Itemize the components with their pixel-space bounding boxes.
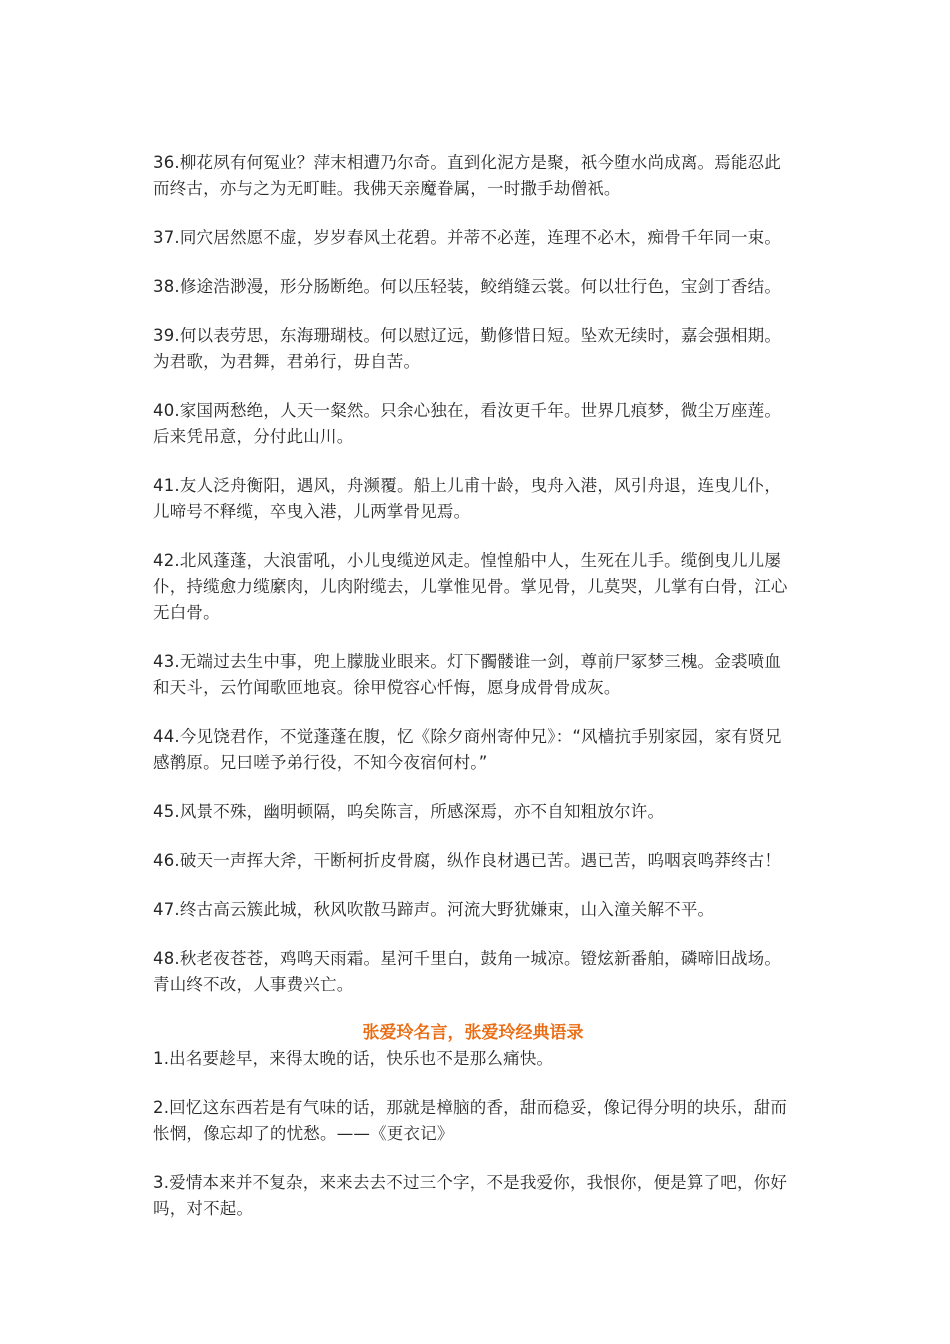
quote-47: 47.终古高云簇此城，秋风吹散马蹄声。河流大野犹嫌束，山入潼关解不平。 [153, 900, 715, 919]
zhang-quote-3: 3.爱情本来并不复杂，来来去去不过三个字，不是我爱你，我恨你，便是算了吧，你好吗，对不起。 [153, 1173, 788, 1218]
quote-48: 48.秋老夜苍苍，鸡鸣天雨霜。星河千里白，鼓角一城凉。镫炫新番舶，磷啼旧战场。青山终不改，人事费兴亡。 [153, 949, 782, 994]
document-body [153, 150, 793, 1245]
quote-42: 42.北风蓬蓬，大浪雷吼，小儿曳缆逆风走。惶惶船中人，生死在儿手。缆倒曳儿儿屡仆，持缆愈力缆縻肉，儿肉附缆去，儿掌惟见骨。掌见骨，儿莫哭，儿掌有白骨，江心无白骨。 [153, 551, 788, 622]
quote-40: 40.家国两愁绝，人天一粲然。只余心独在，看汝更千年。世界几痕梦，微尘万座莲。后来凭吊意，分付此山川。 [153, 401, 782, 446]
quote-36: 36.柳花夙有何冤业？萍末相遭乃尔奇。直到化泥方是聚，祇今堕水尚成离。焉能忍此而终古，亦与之为无町畦。我佛天亲魔眷属，一时撒手劫僧祇。 [153, 153, 782, 198]
quote-38: 38.修途浩渺漫，形分肠断绝。何以压轻装，鲛绡缝云裳。何以壮行色，宝剑丁香结。 [153, 277, 782, 296]
zhang-quote-1: 1.出名要趁早，来得太晚的话，快乐也不是那么痛快。 [153, 1049, 554, 1068]
quote-43: 43.无端过去生中事，兜上朦胧业眼来。灯下髑髅谁一剑，尊前尸冢梦三槐。金裘喷血和天斗，云竹闻歌匝地哀。徐甲傥容心忏悔，愿身成骨骨成灰。 [153, 652, 782, 697]
quote-46: 46.破天一声挥大斧，干断柯折皮骨腐，纵作良材遇已苦。遇已苦，呜咽哀鸣莽终古！ [153, 851, 782, 870]
section-title: 张爱玲名言，张爱玲经典语录 [362, 1023, 584, 1043]
quote-39: 39.何以表劳思，东海珊瑚枝。何以慰辽远，勤修惜日短。坠欢无续时，嘉会强相期。为君歌，为君舞，君弟行，毋自苦。 [153, 326, 782, 371]
quote-44: 44.今见饶君作，不觉蓬蓬在腹，忆《除夕商州寄仲兄》：“风樯抗手别家园，家有贤兄感鹡原。兄曰嗟予弟行役，不知今夜宿何村。” [153, 727, 782, 772]
quote-37: 37.同穴居然愿不虚，岁岁春风土花碧。并蒂不必莲，连理不必木，痴骨千年同一束。 [153, 228, 782, 247]
zhang-quote-2: 2.回忆这东西若是有气味的话，那就是樟脑的香，甜而稳妥，像记得分明的块乐，甜而怅惘，像忘却了的忧愁。——《更衣记》 [153, 1098, 788, 1143]
quote-45: 45.风景不殊，幽明顿隔，呜矣陈言，所感深焉，亦不自知粗放尔许。 [153, 802, 665, 821]
quote-41: 41.友人泛舟衡阳，遇风，舟濒覆。船上儿甫十龄，曳舟入港，风引舟退，连曳儿仆，儿啼号不释缆，卒曳入港，儿两掌骨见焉。 [153, 476, 782, 521]
